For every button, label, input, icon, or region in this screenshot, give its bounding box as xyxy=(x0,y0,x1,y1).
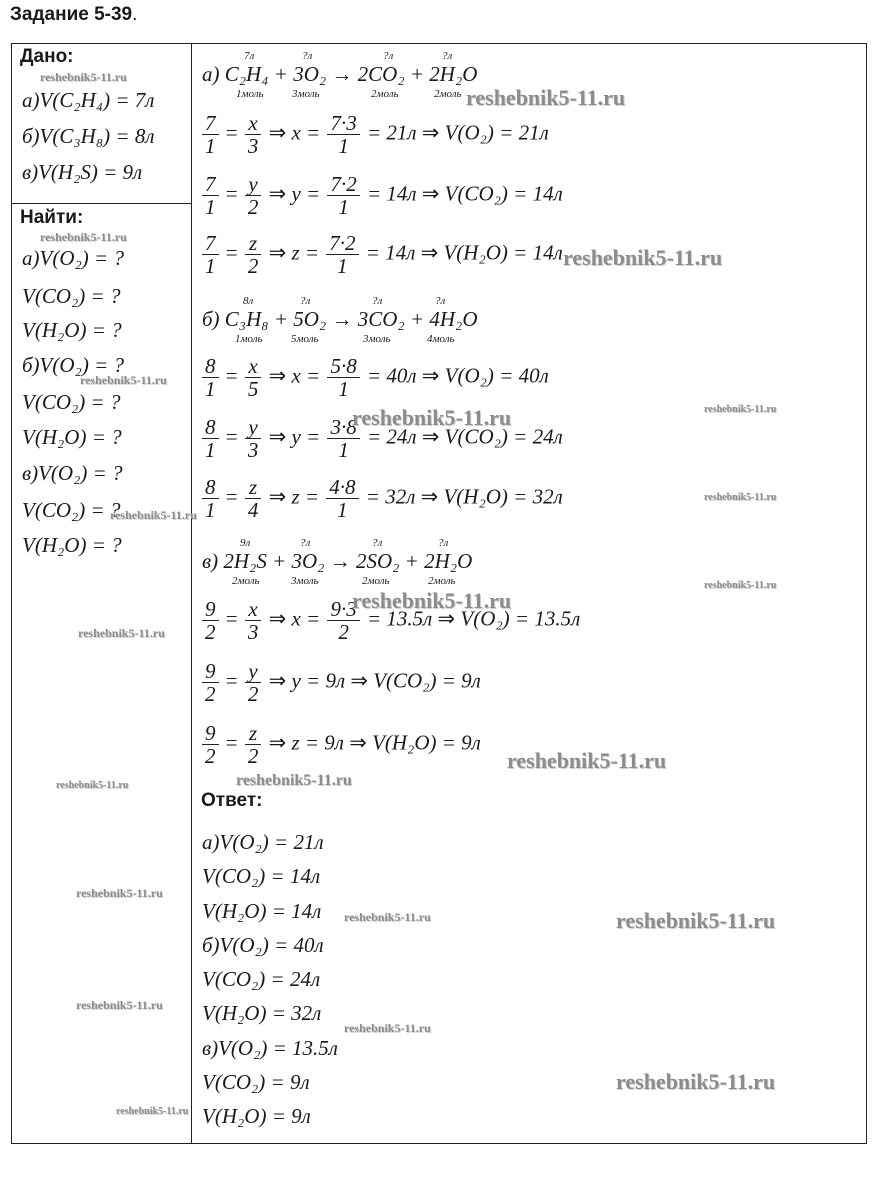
numerator: z xyxy=(245,232,262,255)
eq-below-label: 1моль xyxy=(236,88,264,100)
column-divider xyxy=(191,43,192,1144)
reaction-equation: б) C₃H₈ + 5O₂ → 3CO₂ + 4H₂O xyxy=(202,307,478,331)
denominator: 4 xyxy=(247,498,259,523)
equals-sign: = xyxy=(225,424,238,449)
given-item: б)V(C₃H₈) = 8л xyxy=(22,124,155,148)
denominator: 2 xyxy=(247,744,259,769)
equals-sign: = xyxy=(225,668,238,693)
fraction xyxy=(327,355,359,400)
numerator: 5·8 xyxy=(327,355,359,378)
eq-below-label: 3моль xyxy=(363,333,391,345)
answer-item: V(CO₂) = 24л xyxy=(202,967,321,991)
denominator: 2 xyxy=(205,682,216,707)
eq-below-label: 5моль xyxy=(291,333,319,345)
watermark: reshebnik5-11.ru xyxy=(704,580,777,591)
find-item: в)V(O₂) = ? xyxy=(22,461,123,485)
fraction xyxy=(202,112,219,157)
denominator: 1 xyxy=(205,377,216,402)
task-title-dot: . xyxy=(132,4,138,25)
proportion-row xyxy=(200,173,563,218)
result: = 13.5л xyxy=(366,606,433,631)
numerator: z xyxy=(245,722,262,745)
denominator: 1 xyxy=(338,377,349,402)
implies-arrow: ⇒ xyxy=(268,181,287,206)
numerator: 9 xyxy=(202,660,219,683)
implies-arrow: ⇒ xyxy=(421,181,440,206)
reaction-equation: а) C₂H₄ + 3O₂ → 2CO₂ + 2H₂O xyxy=(202,62,478,86)
result: = 21л xyxy=(366,120,417,145)
output: V(H₂O) = 32л xyxy=(443,484,563,509)
answer-item: V(CO₂) = 14л xyxy=(202,864,321,888)
eq-above-label: ?л xyxy=(300,537,311,549)
watermark: reshebnik5-11.ru xyxy=(78,626,165,640)
fraction xyxy=(245,660,262,705)
equals-sign: = xyxy=(225,181,238,206)
eq-above-label: ?л xyxy=(442,50,453,62)
answer-item: а)V(O₂) = 21л xyxy=(202,830,324,854)
output: V(O₂) = 21л xyxy=(444,120,549,145)
eq-below-label: 2моль xyxy=(232,575,260,587)
given-item: в)V(H₂S) = 9л xyxy=(22,160,143,184)
given-item: а)V(C₂H₄) = 7л xyxy=(22,88,155,112)
fraction xyxy=(245,173,262,218)
eq-below-label: 3моль xyxy=(292,88,320,100)
fraction xyxy=(202,476,219,521)
watermark: reshebnik5-11.ru xyxy=(110,508,197,522)
denominator: 3 xyxy=(247,134,259,159)
implies-arrow: ⇒ xyxy=(349,730,367,755)
watermark: reshebnik5-11.ru xyxy=(344,910,431,924)
result: = 14л xyxy=(366,181,417,206)
numerator: 7 xyxy=(202,112,219,135)
answer-header: Ответ: xyxy=(201,790,263,811)
eq-above-label: ?л xyxy=(383,50,394,62)
numerator: 4·8 xyxy=(326,476,358,499)
numerator: 9·3 xyxy=(327,598,359,621)
eq-above-label: ?л xyxy=(372,537,383,549)
fraction xyxy=(202,173,219,218)
implies-arrow: ⇒ xyxy=(268,730,287,755)
eq-above-label: ?л xyxy=(300,295,311,307)
denominator: 1 xyxy=(338,195,349,220)
output: V(H₂O) = 9л xyxy=(372,730,481,755)
answer-item: V(H₂O) = 9л xyxy=(202,1104,311,1128)
fraction xyxy=(202,660,219,705)
denominator: 1 xyxy=(338,438,349,463)
equals-sign: = xyxy=(225,120,238,145)
fraction xyxy=(245,355,262,400)
implies-arrow: ⇒ xyxy=(350,668,368,693)
denominator: 3 xyxy=(247,438,259,463)
answer-item: V(H₂O) = 14л xyxy=(202,899,322,923)
implies-arrow: ⇒ xyxy=(268,424,287,449)
numerator: x xyxy=(245,355,262,378)
output: V(H₂O) = 14л xyxy=(443,240,563,265)
eq-below-label: 2моль xyxy=(362,575,390,587)
find-item: V(H₂O) = ? xyxy=(22,425,122,449)
numerator: 7·3 xyxy=(327,112,359,135)
eq-above-label: ?л xyxy=(438,537,449,549)
watermark: reshebnik5-11.ru xyxy=(704,492,777,503)
numerator: 3·8 xyxy=(327,416,359,439)
eq-above-label: 8л xyxy=(243,295,254,307)
implies-arrow: ⇒ xyxy=(437,606,456,631)
eq-above-label: 9л xyxy=(240,537,251,549)
denominator: 1 xyxy=(205,195,216,220)
variable: z = xyxy=(291,484,320,509)
output: V(CO₂) = 14л xyxy=(444,181,563,206)
answer-item: V(CO₂) = 9л xyxy=(202,1070,310,1094)
output: V(CO₂) = 24л xyxy=(444,424,563,449)
implies-arrow: ⇒ xyxy=(268,120,287,145)
implies-arrow: ⇒ xyxy=(268,363,287,388)
fraction xyxy=(245,232,262,277)
result: = 32л xyxy=(365,484,416,509)
watermark: reshebnik5-11.ru xyxy=(616,908,776,933)
fraction xyxy=(245,112,262,157)
watermark: reshebnik5-11.ru xyxy=(616,1069,776,1094)
eq-above-label: ?л xyxy=(435,295,446,307)
proportion-row xyxy=(200,355,549,400)
fraction xyxy=(202,416,219,461)
variable: x = xyxy=(291,120,321,145)
fraction xyxy=(326,232,358,277)
eq-below-label: 4моль xyxy=(427,333,455,345)
implies-arrow: ⇒ xyxy=(421,363,440,388)
watermark: reshebnik5-11.ru xyxy=(704,404,777,415)
given-find-divider xyxy=(11,203,192,204)
watermark: reshebnik5-11.ru xyxy=(56,780,129,791)
variable: y = xyxy=(291,181,321,206)
denominator: 1 xyxy=(337,498,348,523)
eq-below-label: 2моль xyxy=(434,88,462,100)
eq-above-label: ?л xyxy=(302,50,313,62)
watermark: reshebnik5-11.ru xyxy=(344,1021,431,1035)
numerator: 9 xyxy=(202,722,219,745)
proportion-row xyxy=(200,232,563,277)
numerator: 8 xyxy=(202,476,219,499)
find-item: б)V(O₂) = ? xyxy=(22,353,125,377)
proportion-row xyxy=(200,112,549,157)
watermark: reshebnik5-11.ru xyxy=(352,588,512,613)
fraction xyxy=(326,476,358,521)
numerator: 7 xyxy=(202,173,219,196)
find-item: V(H₂O) = ? xyxy=(22,318,122,342)
variable: x = xyxy=(291,606,321,631)
reaction-equation: в) 2H₂S + 3O₂ → 2SO₂ + 2H₂O xyxy=(202,549,473,573)
numerator: 7·2 xyxy=(326,232,358,255)
watermark: reshebnik5-11.ru xyxy=(76,886,163,900)
numerator: x xyxy=(245,598,262,621)
proportion-row xyxy=(200,476,563,521)
implies-arrow: ⇒ xyxy=(268,484,287,509)
fraction xyxy=(245,476,262,521)
denominator: 1 xyxy=(205,134,216,159)
denominator: 1 xyxy=(205,438,216,463)
numerator: 8 xyxy=(202,355,219,378)
find-item: V(CO₂) = ? xyxy=(22,390,121,414)
eq-below-label: 2моль xyxy=(428,575,456,587)
denominator: 1 xyxy=(205,498,216,523)
denominator: 1 xyxy=(337,254,348,279)
denominator: 1 xyxy=(338,134,349,159)
variable: z = xyxy=(291,240,320,265)
watermark: reshebnik5-11.ru xyxy=(236,772,352,789)
equals-sign: = xyxy=(225,606,238,631)
proportion-row xyxy=(200,660,481,705)
watermark: reshebnik5-11.ru xyxy=(80,373,167,387)
find-item: а)V(O₂) = ? xyxy=(22,246,124,270)
find-header: Найти: xyxy=(20,207,84,228)
numerator: 9 xyxy=(202,598,219,621)
numerator: y xyxy=(245,173,262,196)
fraction xyxy=(202,232,219,277)
denominator: 2 xyxy=(205,620,216,645)
result: = 40л xyxy=(366,363,417,388)
fraction xyxy=(202,722,219,767)
denominator: 2 xyxy=(247,195,259,220)
fraction xyxy=(202,598,219,643)
denominator: 3 xyxy=(247,620,259,645)
answer-item: в)V(O₂) = 13.5л xyxy=(202,1036,338,1060)
answer-item: V(H₂O) = 32л xyxy=(202,1001,322,1025)
output: V(O₂) = 13.5л xyxy=(460,606,581,631)
implies-arrow: ⇒ xyxy=(268,240,287,265)
equals-sign: = xyxy=(225,730,238,755)
numerator: x xyxy=(245,112,262,135)
implies-arrow: ⇒ xyxy=(268,606,287,631)
output: V(CO₂) = 9л xyxy=(373,668,481,693)
fraction xyxy=(327,112,359,157)
equals-sign: = xyxy=(225,240,238,265)
find-item: V(CO₂) = ? xyxy=(22,498,121,522)
watermark: reshebnik5-11.ru xyxy=(116,1106,189,1117)
watermark: reshebnik5-11.ru xyxy=(507,748,667,773)
eq-below-label: 1моль xyxy=(235,333,263,345)
implies-arrow: ⇒ xyxy=(421,120,440,145)
variable: x = xyxy=(291,363,321,388)
denominator: 2 xyxy=(247,682,259,707)
numerator: y xyxy=(245,660,262,683)
numerator: 7·2 xyxy=(327,173,359,196)
fraction xyxy=(245,722,262,767)
implies-arrow: ⇒ xyxy=(421,424,440,449)
result: = 24л xyxy=(366,424,417,449)
watermark: reshebnik5-11.ru xyxy=(563,245,723,270)
proportion-row xyxy=(200,722,481,767)
implies-arrow: ⇒ xyxy=(420,240,439,265)
numerator: z xyxy=(245,476,262,499)
denominator: 2 xyxy=(205,744,216,769)
implies-arrow: ⇒ xyxy=(268,668,287,693)
numerator: 7 xyxy=(202,232,219,255)
watermark: reshebnik5-11.ru xyxy=(466,85,626,110)
find-item: V(H₂O) = ? xyxy=(22,533,122,557)
watermark: reshebnik5-11.ru xyxy=(76,998,163,1012)
watermark: reshebnik5-11.ru xyxy=(40,230,127,244)
denominator: 5 xyxy=(247,377,259,402)
watermark: reshebnik5-11.ru xyxy=(40,70,127,84)
numerator: 8 xyxy=(202,416,219,439)
result: = 14л xyxy=(365,240,416,265)
equals-sign: = xyxy=(225,363,238,388)
fraction xyxy=(202,355,219,400)
denominator: 2 xyxy=(338,620,349,645)
equals-sign: = xyxy=(225,484,238,509)
find-item: V(CO₂) = ? xyxy=(22,284,121,308)
result: y = 9л xyxy=(291,668,346,693)
task-title xyxy=(10,4,137,26)
denominator: 2 xyxy=(247,254,259,279)
task-title-text: Задание 5-39 xyxy=(10,4,133,25)
fraction xyxy=(327,173,359,218)
fraction xyxy=(245,598,262,643)
fraction xyxy=(245,416,262,461)
eq-below-label: 2моль xyxy=(371,88,399,100)
answer-item: б)V(O₂) = 40л xyxy=(202,933,324,957)
denominator: 1 xyxy=(205,254,216,279)
watermark: reshebnik5-11.ru xyxy=(352,405,512,430)
output: V(O₂) = 40л xyxy=(444,363,549,388)
numerator: y xyxy=(245,416,262,439)
given-header: Дано: xyxy=(20,46,74,67)
result: z = 9л xyxy=(291,730,344,755)
variable: y = xyxy=(291,424,321,449)
eq-above-label: ?л xyxy=(372,295,383,307)
eq-above-label: 7л xyxy=(244,50,255,62)
eq-below-label: 3моль xyxy=(291,575,319,587)
implies-arrow: ⇒ xyxy=(420,484,439,509)
